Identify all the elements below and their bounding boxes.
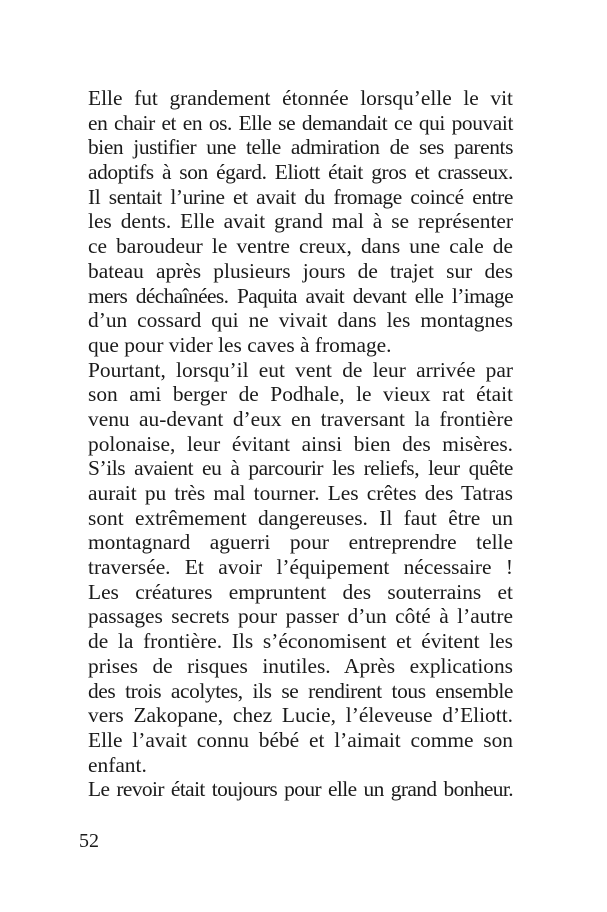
text-line: d’un cossard qui ne vivait dans les montagnes	[88, 308, 513, 333]
text-line: des trois acolytes, ils se rendirent tous ensemble	[88, 678, 513, 703]
text-line: prises de risques inutiles. Après explications	[88, 653, 513, 678]
text-line: montagnard aguerri pour entreprendre telle	[88, 530, 513, 555]
text-line: traversée. Et avoir l’équipement nécessaire !	[88, 555, 513, 580]
text-line: Le revoir était toujours pour elle un grand bonheur.	[88, 777, 513, 802]
text-line: aurait pu très mal tourner. Les crêtes des Tatras	[88, 481, 513, 505]
page-number: 52	[79, 830, 99, 852]
text-line: bateau après plusieurs jours de trajet sur des	[88, 258, 513, 283]
text-line: de la frontière. Ils s’économisent et évitent les	[88, 629, 513, 654]
text-line: Les créatures empruntent des souterrains et	[88, 579, 513, 604]
text-line: S’ils avaient eu à parcourir les reliefs, leur quête	[88, 456, 513, 481]
text-line: Il sentait l’urine et avait du fromage coincé entre	[88, 184, 513, 209]
text-line: polonaise, leur évitant ainsi bien des misères.	[88, 431, 513, 456]
text-line: Elle fut grandement étonnée lorsqu’elle le vit	[88, 86, 513, 110]
body-text	[88, 86, 513, 802]
text-line: passages secrets pour passer d’un côté à l’autre	[88, 604, 513, 629]
text-line: son ami berger de Podhale, le vieux rat était	[88, 382, 513, 407]
text-line: enfant.	[88, 752, 147, 777]
text-line: Pourtant, lorsqu’il eut vent de leur arrivée par	[88, 357, 513, 382]
text-line: vers Zakopane, chez Lucie, l’éleveuse d’Eliott.	[88, 703, 513, 728]
text-line: mers déchaînées. Paquita avait devant elle l’image	[88, 283, 513, 308]
text-line: bien justifier une telle admiration de ses parents	[88, 135, 513, 160]
text-line: adoptifs à son égard. Eliott était gros et crasseux.	[88, 160, 513, 185]
text-line: Elle l’avait connu bébé et l’aimait comme son	[88, 727, 513, 752]
text-line: venu au-devant d’eux en traversant la frontière	[88, 406, 513, 431]
text-line: sont extrêmement dangereuses. Il faut être un	[88, 505, 513, 530]
text-line: en chair et en os. Elle se demandait ce qui pouvait	[88, 110, 513, 135]
text-line: ce baroudeur le ventre creux, dans une cale de	[88, 234, 513, 259]
text-line: les dents. Elle avait grand mal à se représenter	[88, 209, 513, 234]
text-line: que pour vider les caves à fromage.	[88, 332, 392, 357]
